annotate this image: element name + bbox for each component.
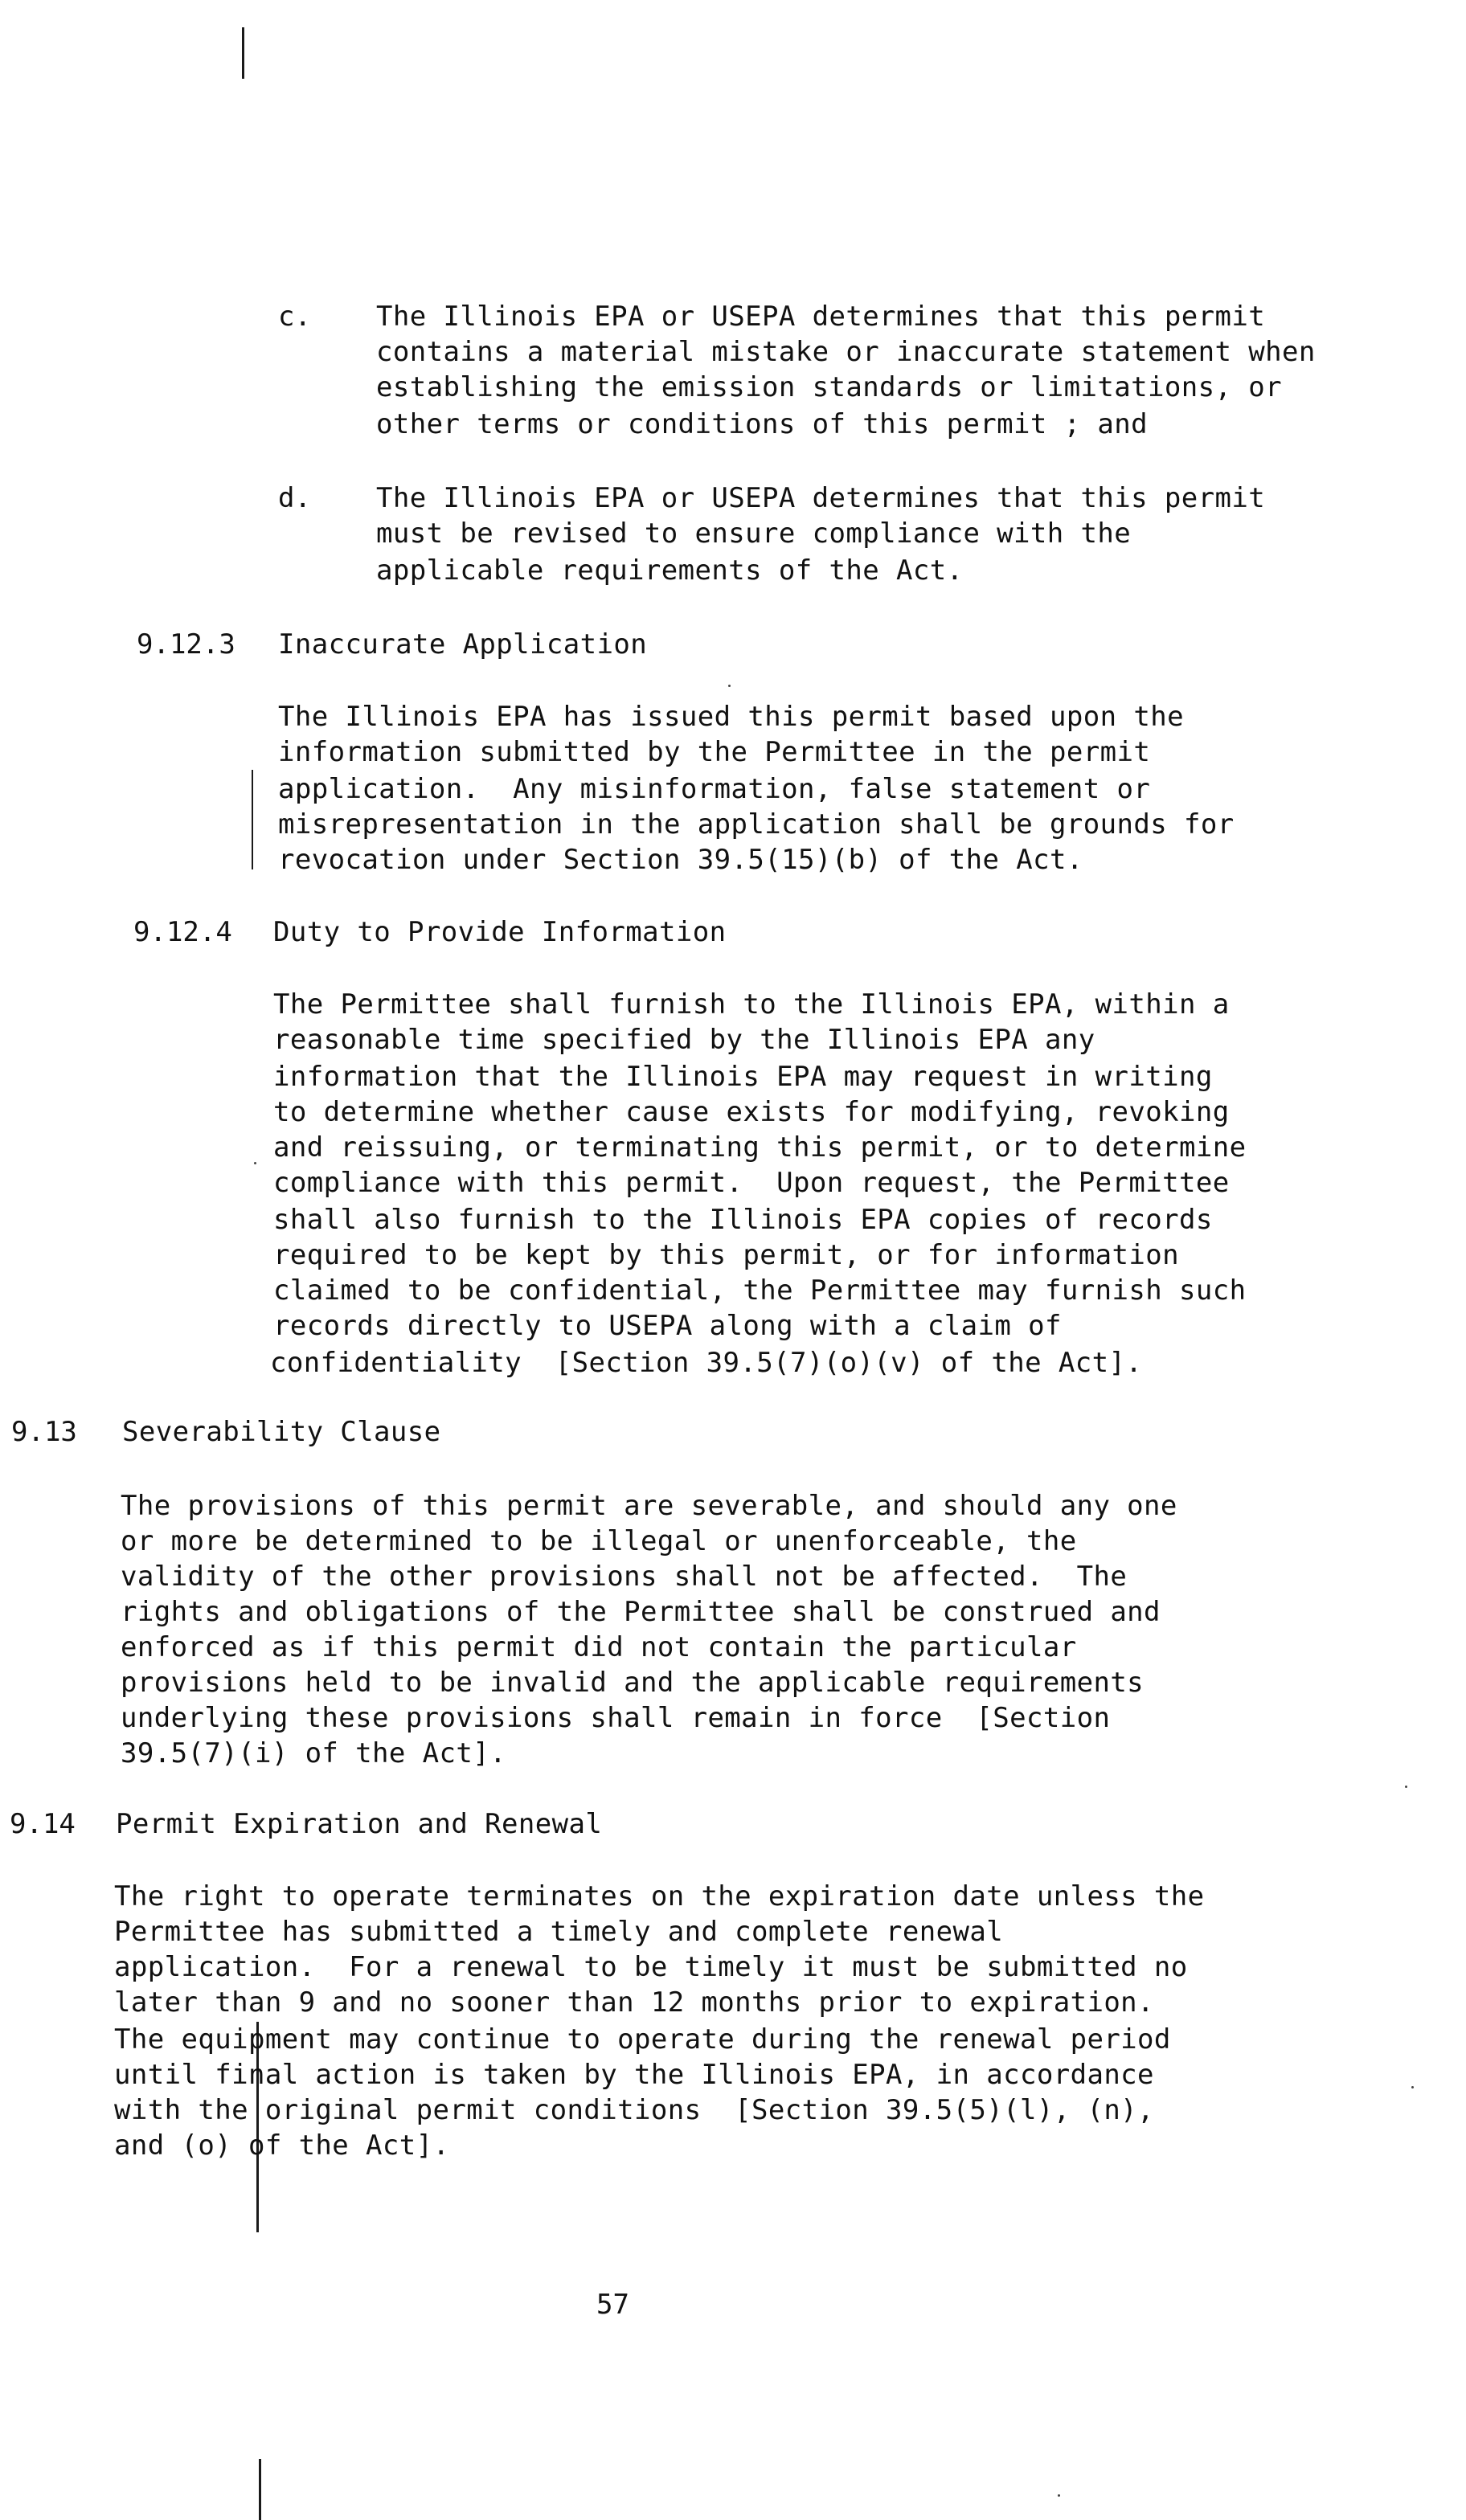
scan-mark-top [242, 27, 244, 79]
speck [728, 685, 731, 687]
section-heading: Inaccurate Application [278, 628, 648, 661]
section-line: application. For a renewal to be timely it must be submitted no [114, 1951, 1188, 1983]
section-line: rights and obligations of the Permittee shall be construed and [121, 1596, 1161, 1628]
speck [1411, 2086, 1414, 2088]
section-line: required to be kept by this permit, or for information [273, 1239, 1179, 1271]
section-line: Permittee has submitted a timely and complete renewal [114, 1916, 1004, 1948]
section-line: claimed to be confidential, the Permittee may furnish such [273, 1274, 1247, 1307]
item-d-line: must be revised to ensure compliance with the [376, 518, 1132, 550]
item-d-line: applicable requirements of the Act. [376, 554, 964, 587]
section-line: revocation under Section 39.5(15)(b) of the Act. [278, 844, 1083, 876]
section-number: 9.12.4 [133, 916, 232, 948]
item-d-marker: d. [278, 482, 311, 514]
speck [1405, 1786, 1407, 1788]
section-line: or more be determined to be illegal or unenforceable, the [121, 1525, 1077, 1557]
section-line: enforced as if this permit did not contain the particular [121, 1631, 1077, 1663]
section-heading: Duty to Provide Information [273, 916, 727, 948]
section-number: 9.13 [11, 1416, 77, 1448]
section-line: until final action is taken by the Illinois EPA, in accordance [114, 2059, 1154, 2091]
section-heading: Permit Expiration and Renewal [116, 1808, 603, 1840]
section-line: shall also furnish to the Illinois EPA copies of records [273, 1204, 1213, 1236]
section-line: The Illinois EPA has issued this permit based upon the [278, 701, 1184, 733]
section-line: and reissuing, or terminating this permit, or to determine [273, 1131, 1247, 1164]
section-line: and (o) of the Act]. [114, 2129, 450, 2162]
section-heading: Severability Clause [122, 1416, 441, 1448]
speck [1058, 2494, 1060, 2497]
page-number: 57 [596, 2289, 629, 2321]
section-line: compliance with this permit. Upon request, the Permittee [273, 1167, 1230, 1199]
scan-mark-bottom [259, 2459, 261, 2520]
section-number: 9.12.3 [137, 628, 235, 661]
section-line: information submitted by the Permittee in the permit [278, 736, 1151, 768]
item-c-line: contains a material mistake or inaccurate statement when [376, 336, 1316, 368]
section-line: The right to operate terminates on the expiration date unless the [114, 1880, 1205, 1912]
section-line: 39.5(7)(i) of the Act]. [121, 1737, 507, 1769]
item-c-line: other terms or conditions of this permit ; and [376, 408, 1149, 440]
section-line: information that the Illinois EPA may request in writing [273, 1061, 1213, 1093]
section-line: misrepresentation in the application shall be grounds for [278, 808, 1235, 841]
section-line: underlying these provisions shall remain in force [Section [121, 1702, 1111, 1734]
section-line: to determine whether cause exists for modifying, revoking [273, 1096, 1230, 1128]
section-line: The Permittee shall furnish to the Illinois EPA, within a [273, 988, 1230, 1021]
item-c-line: establishing the emission standards or limitations, or [376, 371, 1282, 403]
scan-mark-left-9-12-3 [252, 770, 253, 869]
item-c-marker: c. [278, 301, 311, 333]
section-line: The equipment may continue to operate during the renewal period [114, 2023, 1171, 2056]
section-line: reasonable time specified by the Illinois EPA any [273, 1024, 1095, 1056]
section-line: provisions held to be invalid and the applicable requirements [121, 1667, 1145, 1699]
section-line: with the original permit conditions [Section 39.5(5)(l), (n), [114, 2094, 1154, 2126]
item-c-line: The Illinois EPA or USEPA determines that this permit [376, 301, 1266, 333]
section-line: application. Any misinformation, false statement or [278, 773, 1151, 805]
section-line: confidentiality [Section 39.5(7)(o)(v) of the Act]. [270, 1347, 1143, 1379]
section-line: later than 9 and no sooner than 12 months prior to expiration. [114, 1986, 1154, 2019]
section-line: records directly to USEPA along with a claim of [273, 1310, 1062, 1342]
item-d-line: The Illinois EPA or USEPA determines that this permit [376, 482, 1266, 514]
section-number: 9.14 [10, 1808, 76, 1840]
section-line: The provisions of this permit are severable, and should any one [121, 1490, 1177, 1522]
section-line: validity of the other provisions shall not be affected. The [121, 1561, 1128, 1593]
speck [254, 1162, 256, 1164]
